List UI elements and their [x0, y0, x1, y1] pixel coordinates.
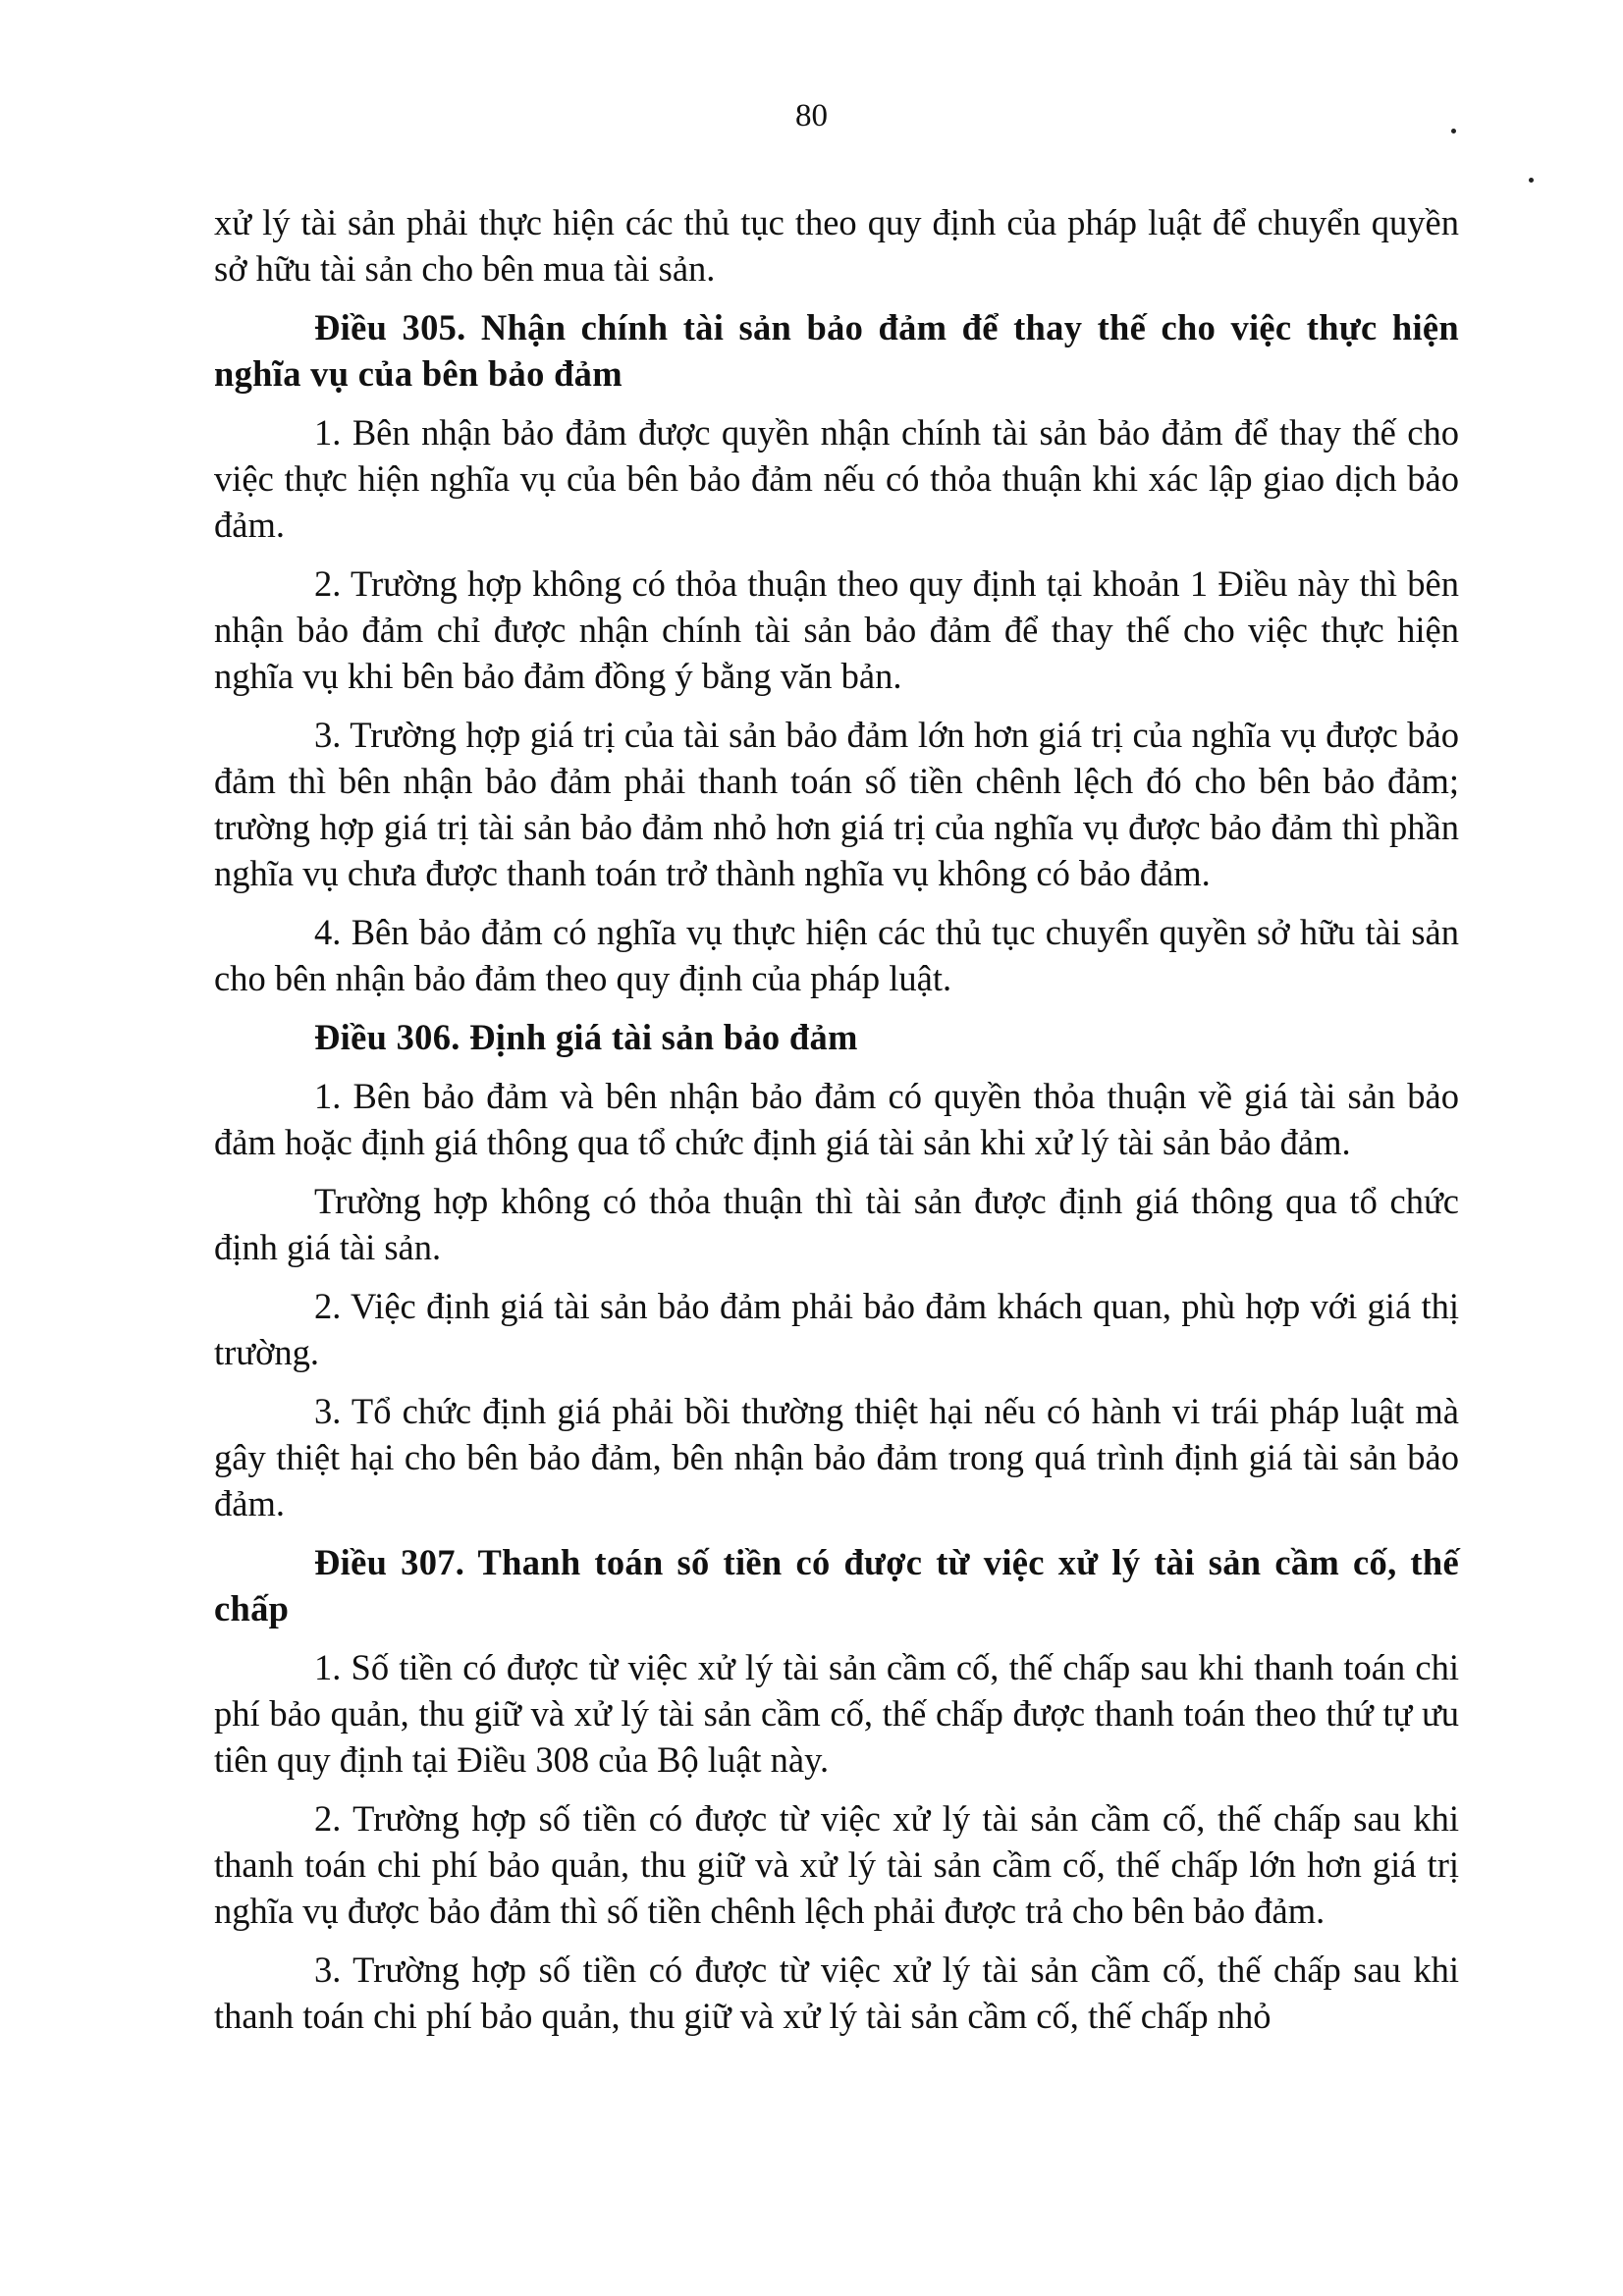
article-307-clause-1: 1. Số tiền có được từ việc xử lý tài sản cầm cố, thế chấp sau khi thanh toán chi phí bảo quản, thu giữ và xử lý tài sản cầm cố, thế chấp được thanh toán theo thứ tự ưu tiên quy định tại Điều 308 của Bộ luật này. — [214, 1647, 1459, 1780]
article-307-clause-2: 2. Trường hợp số tiền có được từ việc xử lý tài sản cầm cố, thế chấp sau khi thanh toán chi phí bảo quản, thu giữ và xử lý tài sản cầm cố, thế chấp lớn hơn giá trị nghĩa vụ được bảo đảm thì số tiền chênh lệch phải được trả cho bên bảo đảm. — [214, 1798, 1459, 1931]
article-306-clause-1-note: Trường hợp không có thỏa thuận thì tài sản được định giá thông qua tổ chức định giá tài sản. — [214, 1181, 1459, 1267]
article-305-clause-1: 1. Bên nhận bảo đảm được quyền nhận chính tài sản bảo đảm để thay thế cho việc thực hiện nghĩa vụ của bên bảo đảm nếu có thỏa thuận khi xác lập giao dịch bảo đảm. — [214, 412, 1459, 545]
document-body — [214, 199, 1459, 2052]
page-number: 80 — [795, 98, 828, 133]
article-306-heading: Điều 306. Định giá tài sản bảo đảm — [314, 1017, 858, 1057]
article-305-heading: Điều 305. Nhận chính tài sản bảo đảm để thay thế cho việc thực hiện nghĩa vụ của bên bảo đảm — [214, 307, 1459, 394]
article-306-clause-2: 2. Việc định giá tài sản bảo đảm phải bảo đảm khách quan, phù hợp với giá thị trường. — [214, 1286, 1459, 1372]
scan-speck — [1451, 129, 1456, 133]
article-305-clause-2: 2. Trường hợp không có thỏa thuận theo quy định tại khoản 1 Điều này thì bên nhận bảo đảm chỉ được nhận chính tài sản bảo đảm để thay thế cho việc thực hiện nghĩa vụ khi bên bảo đảm đồng ý bằng văn bản. — [214, 563, 1459, 696]
article-307-heading: Điều 307. Thanh toán số tiền có được từ việc xử lý tài sản cầm cố, thế chấp — [214, 1542, 1459, 1629]
article-305-clause-4: 4. Bên bảo đảm có nghĩa vụ thực hiện các thủ tục chuyển quyền sở hữu tài sản cho bên nhận bảo đảm theo quy định của pháp luật. — [214, 912, 1459, 998]
scan-speck — [1529, 178, 1534, 183]
article-306-clause-3: 3. Tổ chức định giá phải bồi thường thiệt hại nếu có hành vi trái pháp luật mà gây thiệt hại cho bên bảo đảm, bên nhận bảo đảm trong quá trình định giá tài sản bảo đảm. — [214, 1391, 1459, 1523]
article-306-clause-1: 1. Bên bảo đảm và bên nhận bảo đảm có quyền thỏa thuận về giá tài sản bảo đảm hoặc định giá thông qua tổ chức định giá tài sản khi xử lý tài sản bảo đảm. — [214, 1076, 1459, 1162]
continuation-paragraph: xử lý tài sản phải thực hiện các thủ tục theo quy định của pháp luật để chuyển quyền sở hữu tài sản cho bên mua tài sản. — [214, 202, 1459, 289]
article-305-clause-3: 3. Trường hợp giá trị của tài sản bảo đảm lớn hơn giá trị của nghĩa vụ được bảo đảm thì bên nhận bảo đảm phải thanh toán số tiền chênh lệch đó cho bên bảo đảm; trường hợp giá trị tài sản bảo đảm nhỏ hơn giá trị của nghĩa vụ được bảo đảm thì phần nghĩa vụ chưa được thanh toán trở thành nghĩa vụ không có bảo đảm. — [214, 715, 1459, 893]
article-307-clause-3: 3. Trường hợp số tiền có được từ việc xử lý tài sản cầm cố, thế chấp sau khi thanh toán chi phí bảo quản, thu giữ và xử lý tài sản cầm cố, thế chấp nhỏ — [214, 1949, 1459, 2036]
